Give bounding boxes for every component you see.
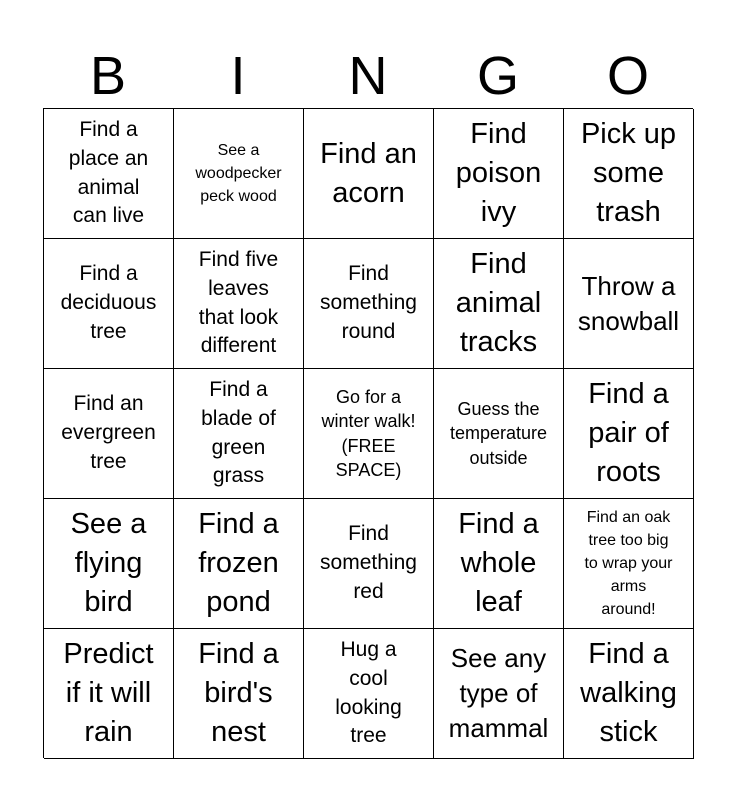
- bingo-cell[interactable]: [304, 239, 434, 369]
- cell-text: Go for a winter walk! (FREE SPACE): [321, 387, 416, 480]
- cell-text: Find poison ivy: [455, 118, 542, 228]
- cell-text: Find a deciduous tree: [60, 262, 157, 343]
- header-letter-b: B: [89, 46, 127, 106]
- bingo-cell[interactable]: [304, 499, 434, 629]
- cell-text: Find an acorn: [320, 137, 417, 209]
- cell-text: Pick up some trash: [580, 118, 677, 228]
- cell-text: Find an evergreen tree: [61, 392, 156, 473]
- header-letter-o: O: [606, 46, 649, 106]
- cell-text: Find a bird's nest: [198, 638, 279, 748]
- bingo-cell[interactable]: [44, 499, 174, 629]
- bingo-cell[interactable]: [304, 369, 434, 499]
- cell-text: See any type of mammal: [448, 643, 549, 743]
- cell-text: Find animal tracks: [455, 248, 542, 358]
- bingo-cell[interactable]: [564, 629, 694, 759]
- bingo-cell[interactable]: [174, 499, 304, 629]
- bingo-cell[interactable]: [44, 629, 174, 759]
- bingo-cell[interactable]: [304, 109, 434, 239]
- bingo-cell[interactable]: [564, 239, 694, 369]
- header-letter-i: I: [230, 46, 246, 106]
- bingo-board: [43, 108, 693, 758]
- cell-text: See a flying bird: [70, 508, 147, 618]
- cell-text: Hug a cool looking tree: [335, 637, 402, 748]
- cell-text: Guess the temperature outside: [449, 399, 548, 468]
- cell-text: Find an oak tree too big to wrap your arms around!: [584, 508, 673, 619]
- cell-text: Find a frozen pond: [198, 508, 279, 618]
- bingo-cell[interactable]: [564, 109, 694, 239]
- bingo-cell[interactable]: [44, 239, 174, 369]
- cell-text: Throw a snowball: [577, 270, 680, 336]
- cell-text: Find a blade of green grass: [201, 377, 276, 488]
- bingo-cell[interactable]: [564, 499, 694, 629]
- header-letter-g: G: [476, 46, 519, 106]
- cell-text: Find a place an animal can live: [68, 117, 149, 228]
- bingo-cell[interactable]: [434, 499, 564, 629]
- bingo-cell[interactable]: [44, 109, 174, 239]
- bingo-cell[interactable]: [434, 109, 564, 239]
- cell-text: Find a pair of roots: [588, 378, 669, 488]
- cell-text: Find a walking stick: [580, 638, 677, 748]
- bingo-cell[interactable]: [44, 369, 174, 499]
- header-letter-n: N: [348, 46, 388, 106]
- cell-text: Find a whole leaf: [458, 508, 539, 618]
- bingo-cell[interactable]: [434, 239, 564, 369]
- bingo-cell[interactable]: [564, 369, 694, 499]
- bingo-cell[interactable]: [174, 109, 304, 239]
- bingo-cell[interactable]: [304, 629, 434, 759]
- bingo-cell[interactable]: [174, 239, 304, 369]
- cell-text: Find something red: [320, 522, 417, 603]
- bingo-cell[interactable]: [434, 369, 564, 499]
- cell-text: Find something round: [320, 262, 417, 343]
- bingo-cell[interactable]: [174, 629, 304, 759]
- bingo-header: [43, 44, 693, 108]
- cell-text: Predict if it will rain: [63, 638, 154, 748]
- cell-text: Find five leaves that look different: [198, 247, 279, 358]
- cell-text: See a woodpecker peck wood: [195, 141, 282, 206]
- bingo-cell[interactable]: [174, 369, 304, 499]
- bingo-cell[interactable]: [434, 629, 564, 759]
